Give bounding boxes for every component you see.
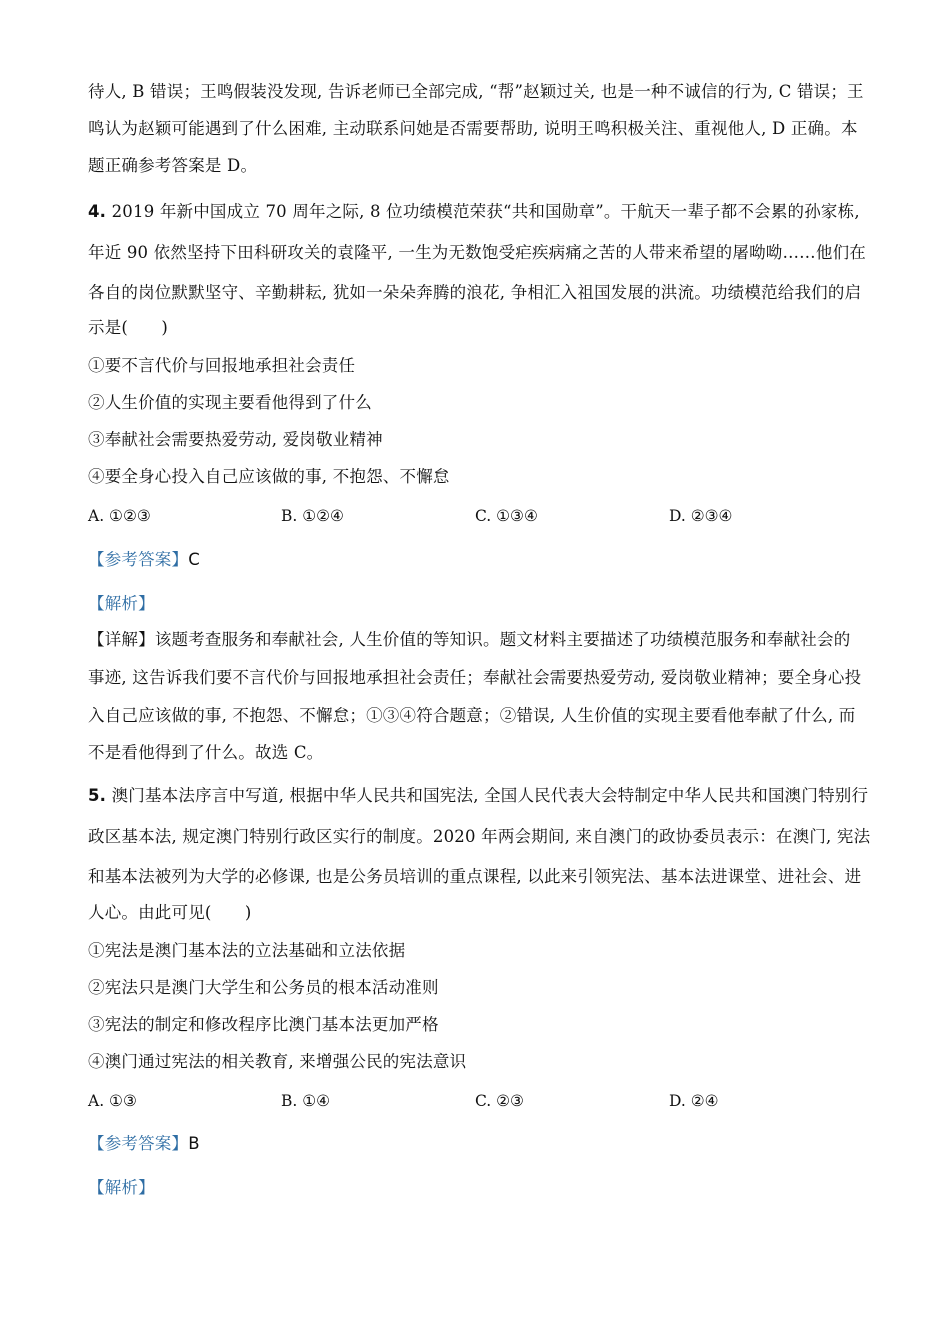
answer-label: 【参考答案】 [88, 550, 189, 569]
q5-option-a: A. ①③ [88, 1092, 137, 1110]
q4-option-d: D. ②③④ [669, 507, 733, 525]
q4-option-b: B. ①②④ [281, 507, 344, 525]
q5-option-b: B. ①④ [281, 1092, 331, 1110]
q4-detail-line-1: 【详解】该题考查服务和奉献社会, 人生价值的等知识。题文材料主要描述了功绩模范服务和奉献社会的 [88, 630, 851, 649]
q4-number: 4. [88, 202, 107, 221]
q5-stem-line-4: 人心。由此可见( ) [88, 903, 252, 922]
q4-detail-line-4: 不是看他得到了什么。故选 C。 [88, 743, 324, 762]
q5-stem-line-2: 政区基本法, 规定澳门特别行政区实行的制度。2020 年两会期间, 来自澳门的政协委员表示：在澳门, 宪法 [88, 827, 871, 846]
q4-stem-line-4: 示是( ) [88, 318, 169, 337]
q4-stem-line-1: 4. 2019 年新中国成立 70 周年之际, 8 位功绩模范荣获“共和国勋章”。干航天一辈子都不会累的孙家栋, [88, 202, 860, 221]
q5-statement-1: ①宪法是澳门基本法的立法基础和立法依据 [88, 941, 406, 960]
detail-label: 【详解】 [88, 630, 155, 649]
q5-statement-2: ②宪法只是澳门大学生和公务员的根本活动准则 [88, 978, 439, 997]
q4-statement-4: ④要全身心投入自己应该做的事, 不抱怨、不懈怠 [88, 467, 450, 486]
q4-statement-3: ③奉献社会需要热爱劳动, 爱岗敬业精神 [88, 430, 383, 449]
answer-value: C [188, 550, 200, 569]
q5-stem-line-1: 5. 澳门基本法序言中写道, 根据中华人民共和国宪法, 全国人民代表大会特制定中华人民共和国澳门特别行 [88, 786, 869, 805]
q5-number: 5. [88, 786, 107, 805]
answer-label: 【参考答案】 [88, 1134, 189, 1153]
q4-statement-2: ②人生价值的实现主要看他得到了什么 [88, 393, 372, 412]
q4-detail-line-3: 入自己应该做的事, 不抱怨、不懈怠；①③④符合题意；②错误, 人生价值的实现主要看他奉献了什么, 而 [88, 706, 856, 725]
q4-answer [88, 549, 868, 571]
q5-option-d: D. ②④ [669, 1092, 719, 1110]
q4-option-a: A. ①②③ [88, 507, 151, 525]
q4-statement-1: ①要不言代价与回报地承担社会责任 [88, 356, 356, 375]
q4-stem-line-3: 各自的岗位默默坚守、辛勤耕耘, 犹如一朵朵奔腾的浪花, 争相汇入祖国发展的洪流。功绩模范给我们的启 [88, 283, 862, 302]
q5-option-c: C. ②③ [475, 1092, 524, 1110]
answer-value: B [188, 1134, 200, 1153]
q4-option-c: C. ①③④ [475, 507, 538, 525]
q5-answer [88, 1133, 868, 1155]
q5-stem-line-3: 和基本法被列为大学的必修课, 也是公务员培训的重点课程, 以此来引领宪法、基本法进课堂、进社会、进 [88, 867, 862, 886]
q5-analysis-label: 【解析】 [88, 1178, 155, 1197]
q4-detail-line-2: 事迹, 这告诉我们要不言代价与回报地承担社会责任；奉献社会需要热爱劳动, 爱岗敬业精神；要全身心投 [88, 668, 862, 687]
q4-stem-line-2: 年近 90 依然坚持下田科研攻关的袁隆平, 一生为无数饱受疟疾病痛之苦的人带来希望的屠呦呦……他们在 [88, 243, 866, 262]
q4-analysis-label: 【解析】 [88, 594, 155, 613]
q5-statement-3: ③宪法的制定和修改程序比澳门基本法更加严格 [88, 1015, 439, 1034]
prev-analysis-line-3: 题正确参考答案是 D。 [88, 156, 258, 175]
prev-analysis-line-2: 鸣认为赵颖可能遇到了什么困难, 主动联系问她是否需要帮助, 说明王鸣积极关注、重视他人, D 正确。本 [88, 119, 858, 138]
q5-statement-4: ④澳门通过宪法的相关教育, 来增强公民的宪法意识 [88, 1052, 467, 1071]
prev-analysis-line-1: 待人, B 错误；王鸣假装没发现, 告诉老师已全部完成, “帮”赵颖过关, 也是一种不诚信的行为, C 错误；王 [88, 82, 864, 101]
